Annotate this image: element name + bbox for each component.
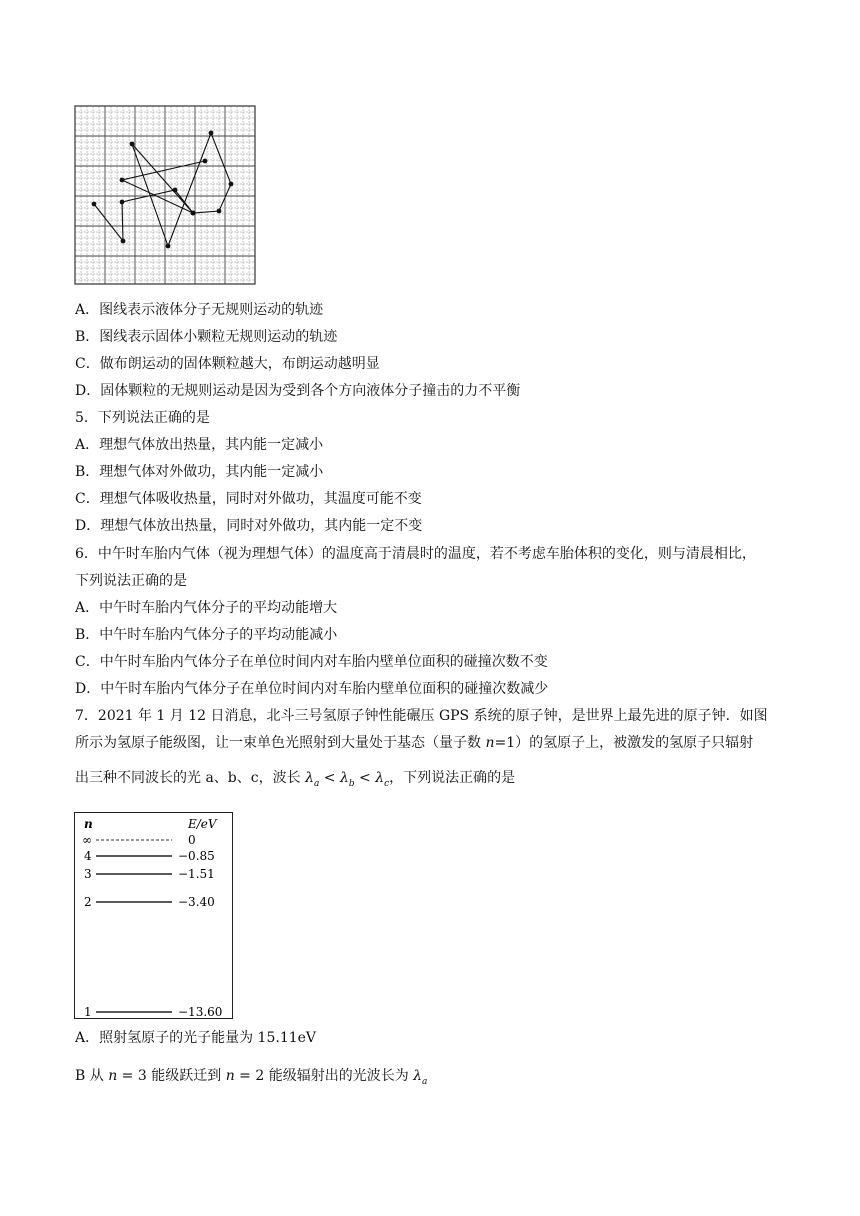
trajectory-point bbox=[217, 209, 222, 214]
trajectory-point bbox=[121, 239, 126, 244]
lambda-subscript-a: a bbox=[313, 779, 320, 789]
grid-lines bbox=[75, 106, 255, 284]
trajectory-point bbox=[209, 131, 214, 136]
trajectory-point bbox=[173, 188, 178, 193]
q7-option-b-part1: B 从 bbox=[75, 1068, 109, 1084]
q7-stem-line3-part2: ，下列说法正确的是 bbox=[389, 770, 516, 786]
quantum-number-n: n bbox=[485, 735, 495, 751]
q7-option-b bbox=[75, 1066, 427, 1088]
q6-option-d: D．中午时车胎内气体分子在单位时间内对车胎内壁单位面积的碰撞次数减少 bbox=[75, 681, 549, 697]
q7-stem-line2-part2: =1）的氢原子上，被激发的氢原子只辐射 bbox=[494, 735, 754, 751]
trajectory-point bbox=[166, 244, 171, 249]
header-n: n bbox=[84, 817, 93, 831]
level-4-energy: −0.85 bbox=[178, 849, 215, 863]
level-inf-n: ∞ bbox=[82, 833, 92, 847]
trajectory-point bbox=[120, 200, 125, 205]
trajectory-point bbox=[229, 182, 234, 187]
trajectory-point bbox=[120, 178, 125, 183]
level-3-energy: −1.51 bbox=[178, 867, 215, 881]
q7-stem-line2 bbox=[75, 733, 753, 753]
level-2-n: 2 bbox=[84, 895, 92, 909]
level-1-energy: −13.60 bbox=[178, 1005, 223, 1019]
lambda-subscript-c: c bbox=[384, 779, 390, 789]
q4-option-a: A．图线表示液体分子无规则运动的轨迹 bbox=[75, 302, 324, 318]
lambda-subscript-a: a bbox=[422, 1077, 428, 1087]
q5-option-c: C．理想气体吸收热量，同时对外做功，其温度可能不变 bbox=[75, 491, 422, 507]
q7-stem-line2-part1: 所示为氢原子能级图，让一束单色光照射到大量处于基态（量子数 bbox=[75, 735, 486, 751]
diagram-frame bbox=[75, 813, 233, 1019]
trajectory-point bbox=[92, 202, 97, 207]
lambda-symbol: λ bbox=[375, 770, 385, 786]
q7-option-b-part2: 能级跃迁到 bbox=[151, 1068, 226, 1084]
level-inf-energy: 0 bbox=[188, 833, 196, 847]
q4-option-c: C．做布朗运动的固体颗粒越大，布朗运动越明显 bbox=[75, 356, 380, 372]
q7-stem-line3-part1: 出三种不同波长的光 a、b、c，波长 bbox=[75, 770, 306, 786]
hydrogen-energy-level-diagram bbox=[74, 812, 233, 1019]
q5-option-a: A．理想气体放出热量，其内能一定减小 bbox=[75, 437, 324, 453]
level-3-n: 3 bbox=[84, 867, 92, 881]
q4-option-b: B．图线表示固体小颗粒无规则运动的轨迹 bbox=[75, 329, 338, 345]
q7-option-a: A．照射氢原子的光子能量为 15.11eV bbox=[75, 1030, 317, 1046]
q5-stem: 5．下列说法正确的是 bbox=[75, 410, 210, 426]
level-2-energy: −3.40 bbox=[178, 895, 215, 909]
lambda-symbol: λ bbox=[305, 770, 314, 786]
trajectory-point bbox=[203, 159, 208, 164]
trajectory-line bbox=[94, 133, 231, 246]
lambda-symbol: λ bbox=[413, 1068, 423, 1084]
header-energy-label: E/eV bbox=[188, 817, 217, 831]
lambda-subscript-b: b bbox=[348, 779, 355, 789]
brownian-motion-grid-figure bbox=[74, 105, 256, 285]
q5-option-d: D．理想气体放出热量，同时对外做功，其内能一定不变 bbox=[75, 518, 423, 534]
less-than-sign: < bbox=[354, 770, 376, 786]
q6-stem-line1: 6．中午时车胎内气体（视为理想气体）的温度高于清晨时的温度，若不考虑车胎体积的变化，则与清晨相比， bbox=[75, 546, 756, 562]
equals-two: = 2 bbox=[234, 1068, 269, 1084]
quantum-number-n: n bbox=[225, 1068, 235, 1084]
q6-stem-line2: 下列说法正确的是 bbox=[75, 573, 187, 589]
trajectory-point bbox=[130, 142, 135, 147]
equals-three: = 3 bbox=[117, 1068, 152, 1084]
q7-stem-line3 bbox=[75, 768, 515, 790]
lambda-symbol: λ bbox=[339, 770, 349, 786]
q7-option-b-part3: 能级辐射出的光波长为 bbox=[268, 1068, 414, 1084]
less-than-sign: < bbox=[319, 770, 340, 786]
q4-option-d: D．固体颗粒的无规则运动是因为受到各个方向液体分子撞击的力不平衡 bbox=[75, 383, 521, 399]
q6-option-a: A．中午时车胎内气体分子的平均动能增大 bbox=[75, 600, 338, 616]
q7-stem-line1: 7．2021 年 1 月 12 日消息，北斗三号氢原子钟性能碾压 GPS 系统的原子钟，是世界上最先进的原子钟．如图 bbox=[75, 708, 768, 724]
q5-option-b: B．理想气体对外做功，其内能一定减小 bbox=[75, 464, 324, 480]
trajectory-point bbox=[191, 211, 196, 216]
q6-option-c: C．中午时车胎内气体分子在单位时间内对车胎内壁单位面积的碰撞次数不变 bbox=[75, 654, 548, 670]
level-1-n: 1 bbox=[84, 1005, 92, 1019]
quantum-number-n: n bbox=[108, 1068, 118, 1084]
level-4-n: 4 bbox=[84, 849, 92, 863]
particle-trajectory bbox=[92, 131, 234, 249]
header-energy bbox=[187, 817, 218, 831]
q6-option-b: B．中午时车胎内气体分子的平均动能减小 bbox=[75, 627, 338, 643]
